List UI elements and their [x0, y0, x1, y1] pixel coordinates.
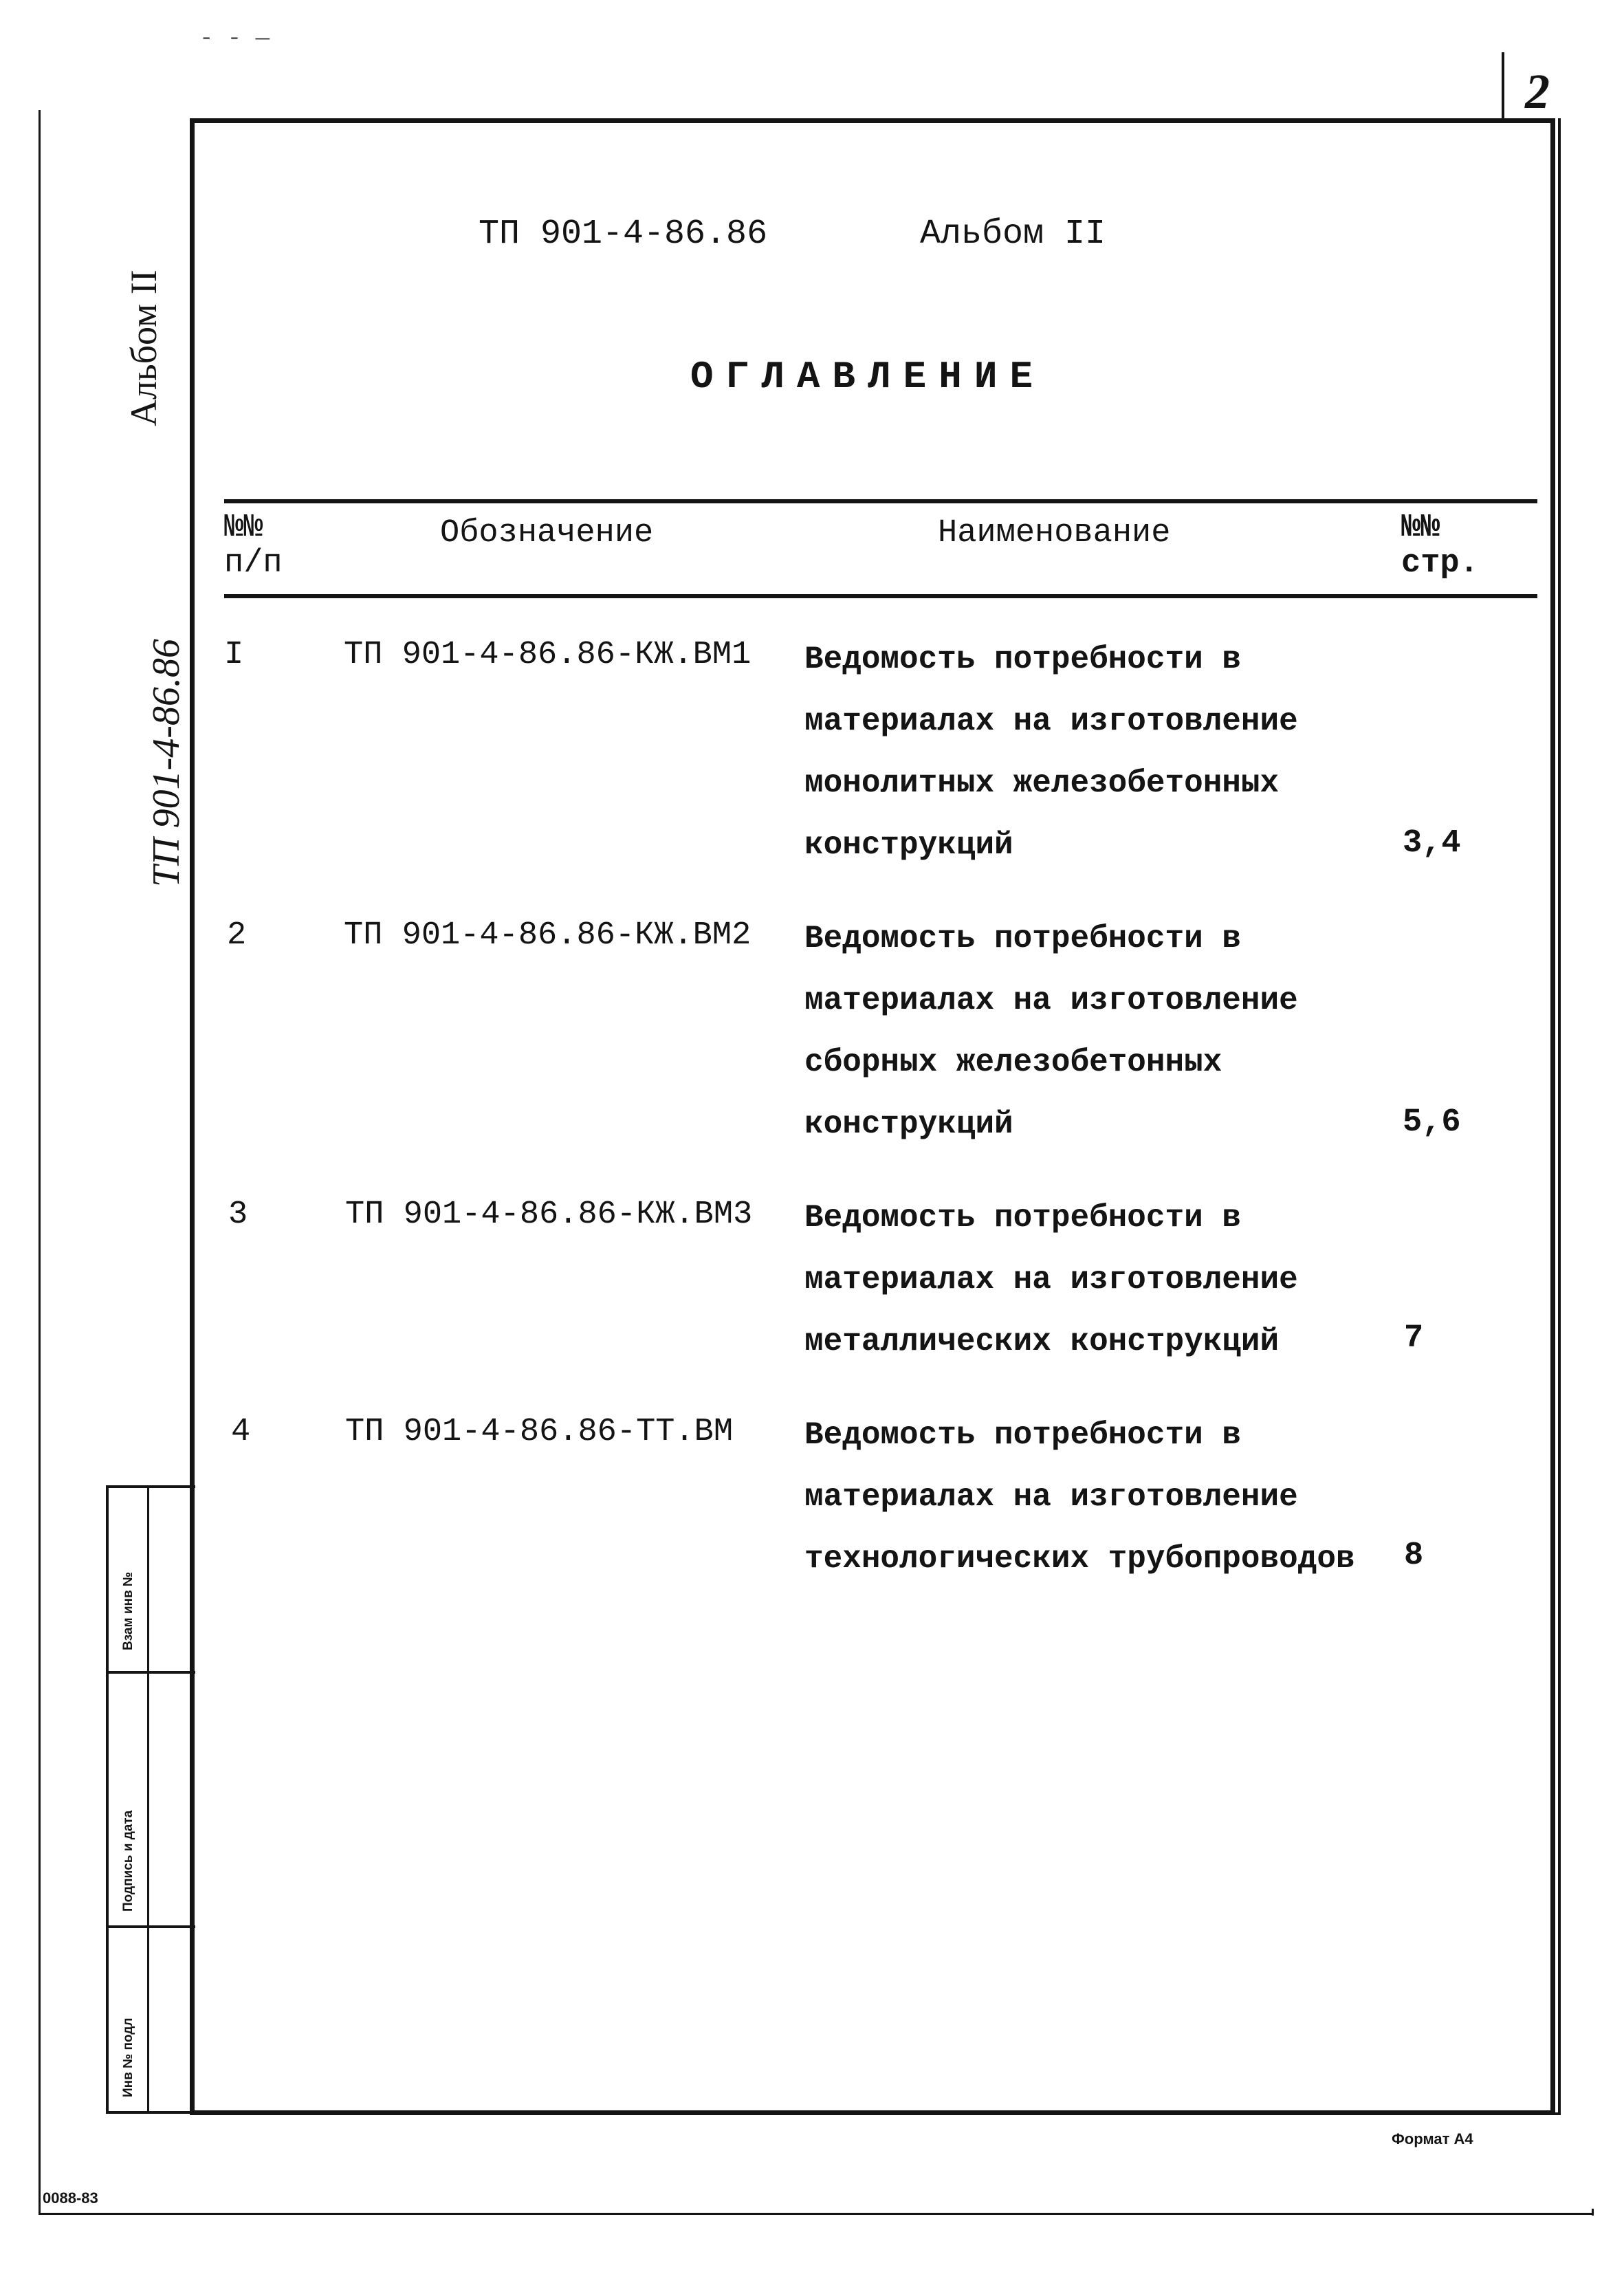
row-number: 2: [227, 917, 247, 954]
frame-double-line-bottom: [190, 2112, 1561, 2115]
outer-frame-right: [1592, 2209, 1594, 2216]
col-header-page: №№ стр.: [1401, 510, 1479, 582]
margin-album: Альбом II: [123, 270, 164, 426]
row-designation: ТП 901-4-86.86-ТТ.ВМ: [345, 1414, 734, 1450]
row-name: [804, 1404, 1355, 1590]
outer-frame-left: [39, 110, 41, 2214]
name-line: конструкций: [804, 1106, 1013, 1142]
name-line: Ведомость потребности в: [804, 1417, 1241, 1453]
name-line: конструкций: [804, 827, 1013, 863]
top-mark: - - —: [199, 26, 270, 52]
format-label: Формат А4: [1392, 2130, 1473, 2147]
album-label: Альбом II: [920, 215, 1106, 254]
name-line: Ведомость потребности в: [804, 921, 1241, 956]
row-name: [804, 628, 1298, 876]
name-line: материалах на изготовление: [804, 983, 1298, 1018]
name-line: монолитных железобетонных: [804, 765, 1280, 801]
footer-code: 0088-83: [43, 2189, 98, 2207]
name-line: Ведомость потребности в: [804, 642, 1241, 677]
row-pages: 7: [1404, 1320, 1424, 1357]
name-line: материалах на изготовление: [804, 703, 1298, 739]
stamp-divider: [109, 1671, 195, 1674]
row-designation: ТП 901-4-86.86-КЖ.ВМ2: [344, 917, 751, 954]
stamp-label-vzam: Взам инв №: [121, 1571, 135, 1650]
frame-double-line-right: [1558, 118, 1561, 2115]
stamp-block: [106, 1485, 195, 2114]
sheet-number-box-left: [1502, 52, 1504, 121]
row-number: I: [224, 637, 244, 673]
outer-frame-bottom: [39, 2213, 1592, 2215]
margin-code: ТП 901-4-86.86: [145, 639, 188, 887]
stamp-label-podpis: Подпись и дата: [121, 1810, 135, 1912]
row-number: 4: [231, 1414, 251, 1450]
row-designation: ТП 901-4-86.86-КЖ.ВМ1: [344, 637, 751, 673]
page-title: ОГЛАВЛЕНИЕ: [690, 355, 1046, 399]
table-header-rule: [224, 594, 1537, 598]
row-number: 3: [228, 1196, 248, 1233]
stamp-inner-divider: [147, 1488, 149, 2111]
row-pages: 5,6: [1403, 1104, 1461, 1141]
col-header-designation: Обозначение: [440, 515, 654, 551]
name-line: материалах на изготовление: [804, 1479, 1298, 1515]
row-name: [804, 1187, 1298, 1373]
row-name: [804, 908, 1298, 1155]
name-line: Ведомость потребности в: [804, 1200, 1241, 1236]
sheet-number: 2: [1525, 64, 1550, 119]
document-code: ТП 901-4-86.86: [479, 215, 768, 254]
name-line: материалах на изготовление: [804, 1262, 1298, 1298]
row-designation: ТП 901-4-86.86-КЖ.ВМ3: [345, 1196, 753, 1233]
stamp-label-inv: Инв № подл: [121, 2018, 135, 2097]
name-line: технологических трубопроводов: [804, 1541, 1355, 1577]
name-line: сборных железобетонных: [804, 1045, 1222, 1080]
col-header-num: №№ п/п: [224, 510, 283, 582]
name-line: металлических конструкций: [804, 1324, 1280, 1359]
stamp-divider: [109, 1925, 195, 1928]
col-header-name: Наименование: [938, 515, 1171, 551]
table-top-rule: [224, 499, 1537, 503]
row-pages: 8: [1404, 1538, 1424, 1574]
row-pages: 3,4: [1403, 825, 1461, 862]
